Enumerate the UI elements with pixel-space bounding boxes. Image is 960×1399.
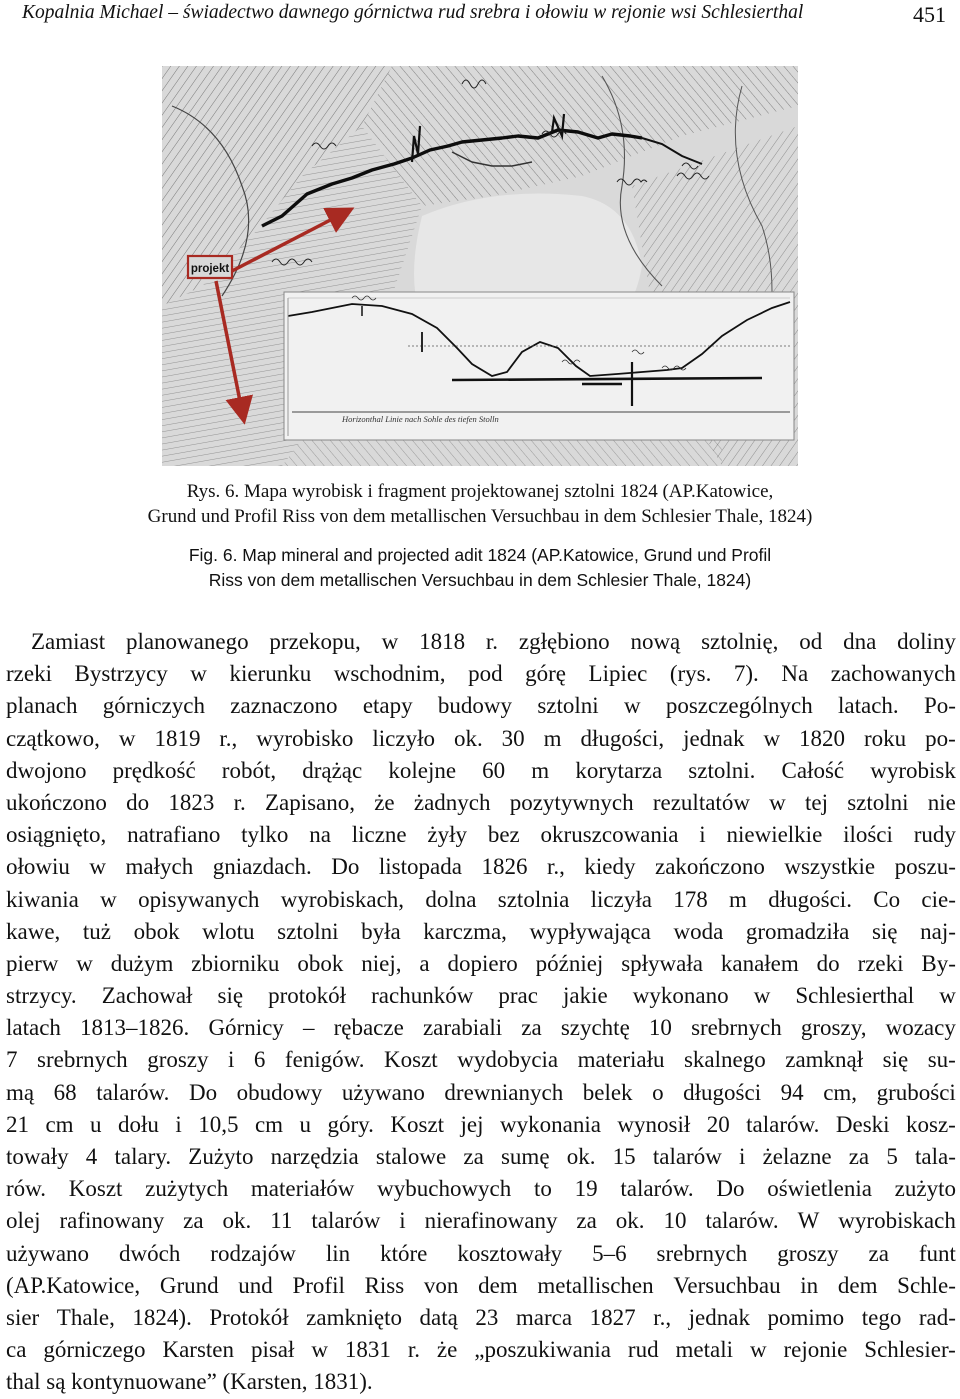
historic-mine-map [162, 66, 798, 466]
paragraph-line: rów. Koszt zużytych materiałów wybuchowych to 19 talarów. Do oświetlenia zużyto [6, 1176, 956, 1202]
paragraph-line: osiągnięto, natrafiano tylko na liczne żyły bez okruszcowania i niewielkie ilości rudy [6, 822, 956, 848]
paragraph-line: latach 1813–1826. Górnicy – rębacze zarabiali za szychtę 10 srebrnych groszy, wozacy [6, 1015, 956, 1041]
caption-pl-line-2: Grund und Profil Riss von dem metallischen Versuchbau in dem Schlesier Thale, 1824) [147, 505, 813, 527]
paragraph-line: ukończono do 1823 r. Zapisano, że żadnych pozytywnych rezultatów w tej sztolni nie [6, 789, 956, 815]
paragraph-line: kiwania w opisywanych wyrobiskach, dolna sztolnia liczyła 178 m długości. Co cie- [6, 886, 956, 912]
profile-datum-label: Horizonthal Linie nach Sohle des tiefen Stolln [342, 414, 499, 424]
paragraph-line: 7 srebrnych groszy i 6 fenigów. Koszt wydobycia materiału skalnego zamknął się su- [6, 1047, 956, 1073]
paragraph-line: ołowiu w małych gniazdach. Do listopada 1826 r., kiedy zakończono wszystkie poszu- [6, 854, 956, 880]
projekt-label: projekt [190, 263, 230, 275]
caption-en-line-2: Riss von dem metallischen Versuchbau in dem Schlesier Thale, 1824) [208, 569, 752, 590]
paragraph-line: ca górniczego Karsten pisał w 1831 r. że „poszukiwania rud metali w rejonie Schlesier- [6, 1337, 956, 1363]
figure-map [162, 66, 798, 466]
page-number: 451 [913, 2, 946, 27]
paragraph-line: używano dwóch rodzajów lin które kosztowały 5–6 srebrnych groszy za funt [6, 1240, 956, 1266]
paragraph-line: towały 4 talary. Zużyto narzędzia stalowe za sumę ok. 15 talarów i żelazne za 5 tala- [6, 1144, 956, 1169]
paragraph-line: olej rafinowany za ok. 11 talarów i nierafinowany za ok. 10 talarów. W wyrobiskach [6, 1208, 956, 1234]
paragraph-line: (AP.Katowice, Grund und Profil Riss von dem metallischen Versuchbau in dem Schle- [6, 1272, 956, 1298]
body-paragraph [6, 626, 956, 1399]
paragraph-line: pierw w dużym zbiorniku obok niej, a dopiero później spływała kanałem do rzeki By- [6, 950, 956, 976]
paragraph-line: czątkowo, w 1819 r., wyrobisko liczyło ok. 30 m długości, jednak w 1820 roku po- [6, 725, 956, 751]
paragraph-line: sier Thale, 1824). Protokół zamknięto datą 23 marca 1827 r., jednak pomimo tego rad- [6, 1304, 956, 1330]
paragraph-line: kawe, tuż obok wlotu sztolni była karczma, wypływająca woda gromadziła się naj- [6, 918, 956, 944]
paragraph-line: rzeki Bystrzycy w kierunku wschodnim, pod górę Lipiec (rys. 7). Na zachowanych [6, 661, 956, 687]
paragraph-line: mą 68 talarów. Do obudowy używano drewnianych belek o długości 94 cm, grubości [6, 1079, 956, 1105]
running-title: Kopalnia Michael – świadectwo dawnego górnictwa rud srebra i ołowiu w rejonie wsi Schlesierthal [22, 2, 804, 23]
paragraph-line: strzycy. Zachował się protokół rachunków prac jakie wykonano w Schlesierthal w [6, 983, 956, 1009]
paragraph-line: thal są kontynuowane” (Karsten, 1831). [6, 1369, 373, 1395]
caption-pl-line-1: Rys. 6. Mapa wyrobisk i fragment projektowanej sztolni 1824 (AP.Katowice, [186, 481, 774, 502]
paragraph-line: 21 cm u dołu i 10,5 cm u góry. Koszt jej wykonania wynosił 20 talarów. Deski kosz- [6, 1111, 956, 1137]
figure-captions [0, 480, 960, 592]
paragraph-line: dwojono prędkość robót, drążąc kolejne 60 m korytarza sztolni. Całość wyrobisk [6, 757, 956, 783]
caption-en-line-1: Fig. 6. Map mineral and projected adit 1824 (AP.Katowice, Grund und Profil [188, 545, 772, 565]
paragraph-line: Zamiast planowanego przekopu, w 1818 r. zgłębiono nową sztolnię, od dna doliny [31, 629, 956, 654]
paragraph-line: planach górniczych zaznaczono etapy budowy sztolni w poszczególnych latach. Po- [6, 693, 956, 719]
running-header [22, 0, 952, 30]
